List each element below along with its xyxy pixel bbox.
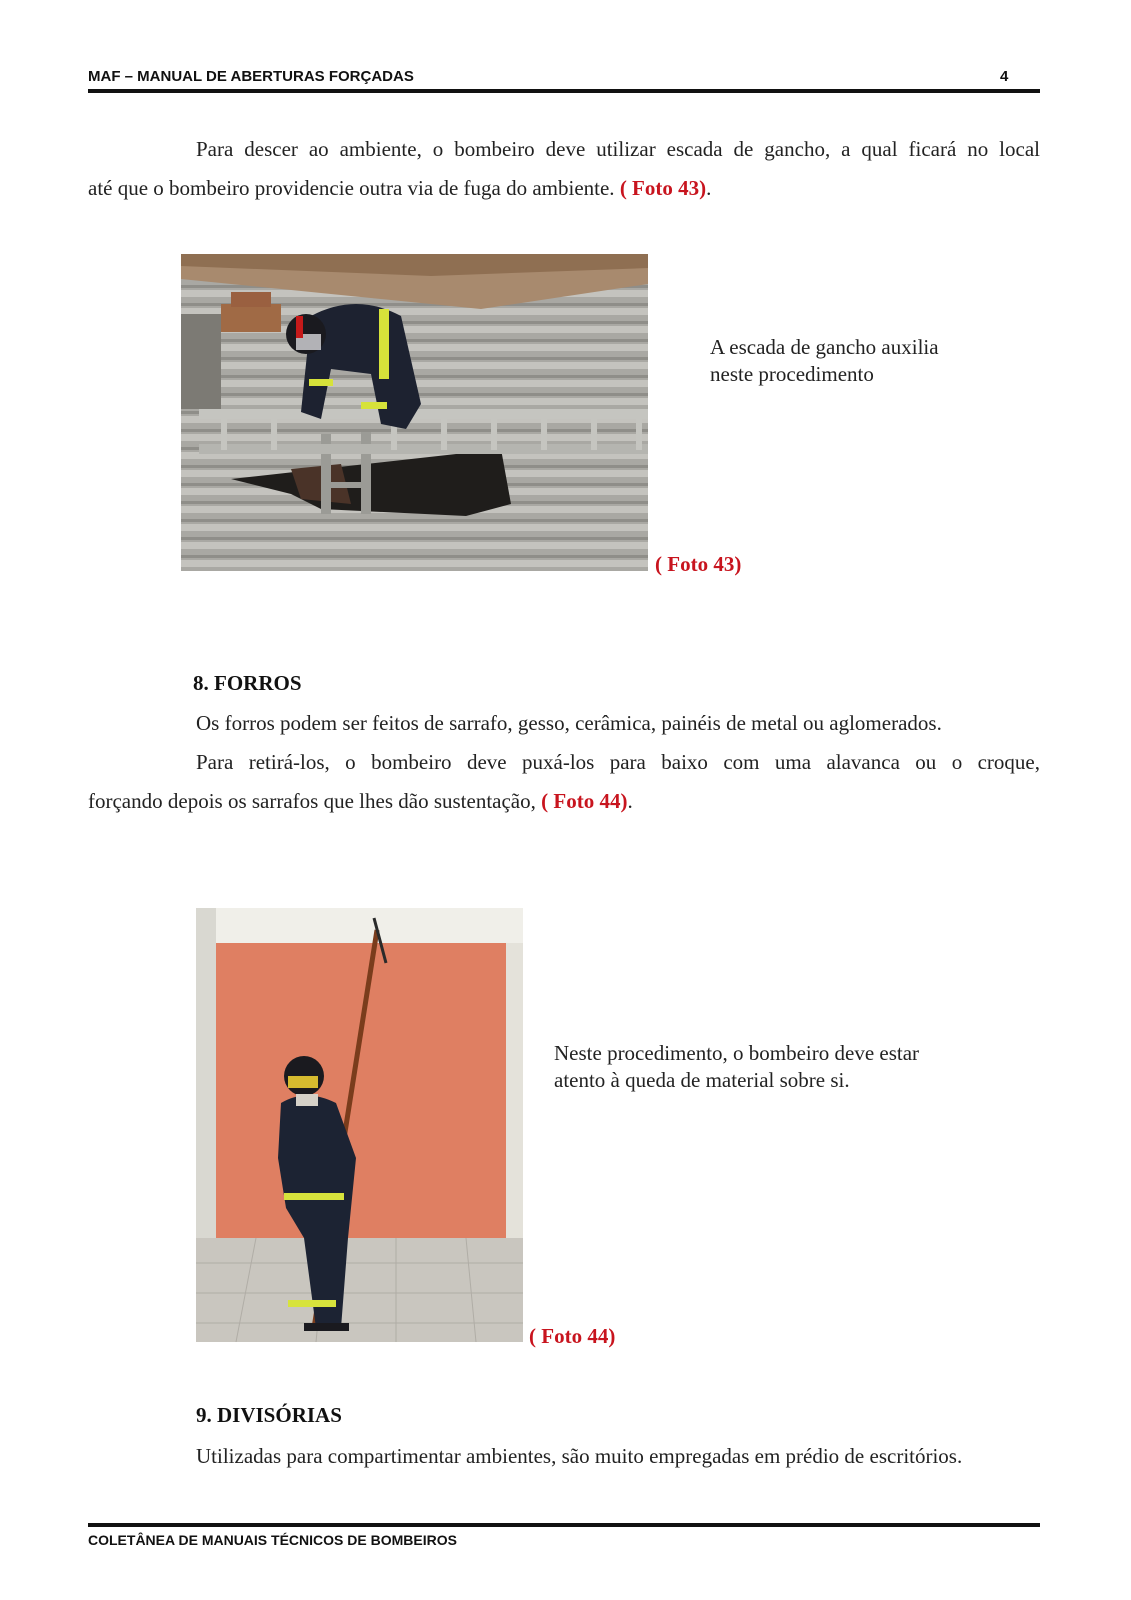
footer-rule <box>88 1523 1040 1527</box>
section-9-heading: 9. DIVISÓRIAS <box>196 1403 342 1427</box>
page-number: 4 <box>1000 68 1009 85</box>
section-8-paragraph-1: Os forros podem ser feitos de sarrafo, gesso, cerâmica, painéis de metal ou aglomerados. <box>196 711 942 735</box>
footer-text: COLETÂNEA DE MANUAIS TÉCNICOS DE BOMBEIROS <box>88 1532 457 1548</box>
photo-43-label: ( Foto 43) <box>655 552 742 576</box>
intro-line-1: Para descer ao ambiente, o bombeiro deve utilizar escada de gancho, a qual ficará no local <box>196 137 1040 161</box>
photo-44-caption: Neste procedimento, o bombeiro deve estar atento à queda de material sobre si. <box>554 1041 920 1092</box>
header-rule <box>88 89 1040 93</box>
section-8-heading: 8. FORROS <box>193 671 302 695</box>
photo-44-label: ( Foto 44) <box>529 1324 616 1348</box>
photo-44-firefighter-with-pike-pole <box>196 908 523 1342</box>
photo-43-firefighter-on-roof <box>181 254 648 571</box>
photo-43-caption: A escada de gancho auxilia neste procedimento <box>710 335 939 386</box>
running-header-title: MAF – MANUAL DE ABERTURAS FORÇADAS <box>88 68 414 85</box>
section-9-paragraph-1: Utilizadas para compartimentar ambientes, são muito empregadas em prédio de escritórios. <box>196 1444 963 1468</box>
photo-44-reference: ( Foto 44) <box>541 789 628 813</box>
section-8-paragraph-2-line-1: Para retirá-los, o bombeiro deve puxá-los para baixo com uma alavanca ou o croque, <box>196 750 1040 774</box>
photo-43-reference: ( Foto 43) <box>619 176 707 200</box>
section-8-paragraph-2-line-2: forçando depois os sarrafos que lhes dão sustentação, ( Foto 44). <box>88 789 633 813</box>
intro-line-2: até que o bombeiro providencie outra via de fuga do ambiente. ( Foto 43). <box>88 176 712 200</box>
